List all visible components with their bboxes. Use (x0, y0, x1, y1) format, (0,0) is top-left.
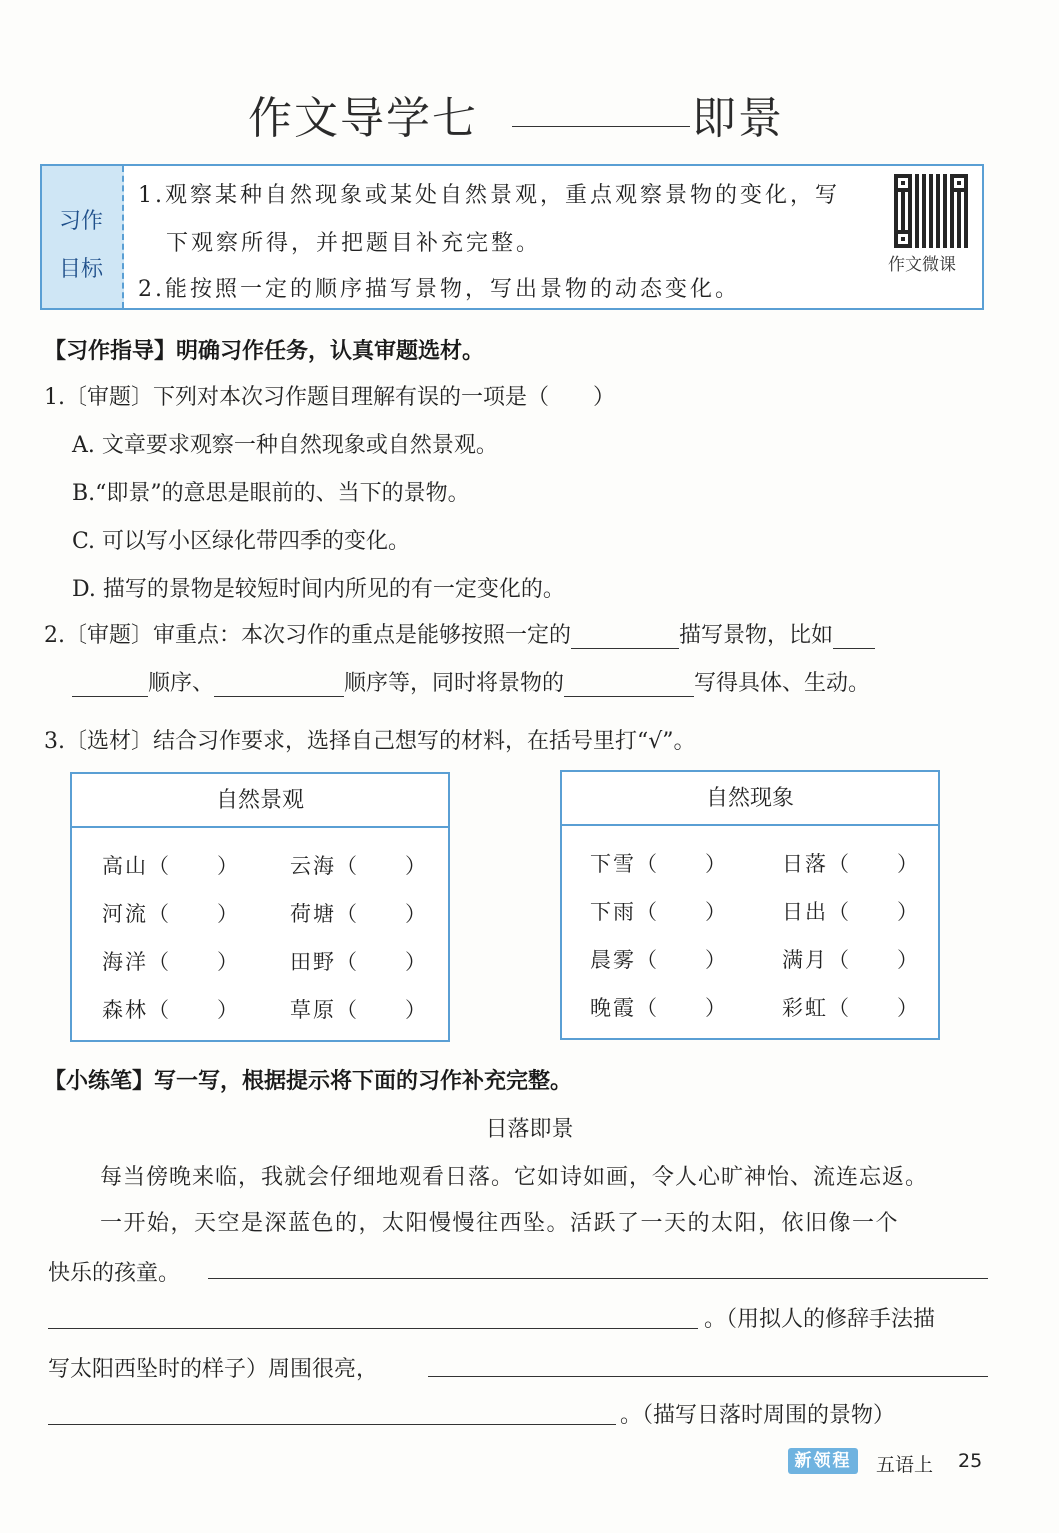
essay-title: 日落即景 (485, 1117, 574, 1142)
q2-part4: 顺序等，同时将景物的 (344, 671, 565, 696)
q1-option-d: D. 描写的景物是较短时间内所见的有一定变化的。 (72, 577, 565, 602)
landscape-cell[interactable]: 荷塘（ ） (290, 902, 428, 926)
goal-item2: 2.能按照一定的顺序描写景物，写出景物的动态变化。 (138, 277, 740, 302)
goals-label-line2: 目标 (58, 257, 103, 282)
q1-option-a: A. 文章要求观察一种自然现象或自然景观。 (72, 433, 498, 458)
write-line-3[interactable] (428, 1376, 988, 1377)
q2-blank4[interactable] (564, 674, 694, 697)
q2-part3: 顺序、 (148, 671, 215, 696)
goals-box (40, 164, 984, 310)
hint-1-cont: 写太阳西坠时的样子）周围很亮， (48, 1357, 379, 1382)
book-label: 五语上 (876, 1454, 934, 1476)
essay-para1: 每当傍晚来临，我就会仔细地观看日落。它如诗如画，令人心旷神怡、流连忘返。 (100, 1165, 929, 1190)
phenomena-cell[interactable]: 日出（ ） (782, 900, 920, 924)
qr-caption: 作文微课 (888, 255, 956, 275)
question-1: 1.〔审题〕下列对本次习作题目理解有误的一项是（ ） (44, 385, 615, 410)
q2-part5: 写得具体、生动。 (694, 671, 871, 696)
q2-blank1[interactable] (571, 626, 679, 649)
q2-blank2a[interactable] (833, 626, 875, 649)
q2-blank2b[interactable] (72, 674, 148, 697)
hint-1: 。（用拟人的修辞手法描 (704, 1307, 936, 1332)
phenomena-cell[interactable]: 日落（ ） (782, 852, 920, 876)
landscape-cell[interactable]: 河流（ ） (102, 902, 240, 926)
question-2-line2 (72, 666, 870, 697)
essay-para2-line2: 快乐的孩童。 (48, 1261, 181, 1286)
landscape-table (70, 772, 450, 1042)
guide-heading: 【习作指导】明确习作任务，认真审题选材。 (44, 339, 485, 364)
landscape-cell[interactable]: 高山（ ） (102, 854, 240, 878)
title-part1: 作文导学七 (248, 93, 478, 144)
phenomena-cell[interactable]: 下雨（ ） (590, 900, 728, 924)
hint-2: 。（描写日落时周围的景物） (620, 1403, 896, 1428)
phenomena-cell[interactable]: 晨雾（ ） (590, 948, 728, 972)
title-blank (512, 126, 690, 127)
phenomena-cell[interactable]: 彩虹（ ） (782, 996, 920, 1020)
phenomena-header: 自然现象 (562, 772, 938, 826)
landscape-cell[interactable]: 草原（ ） (290, 998, 428, 1022)
phenomena-cell[interactable]: 晚霞（ ） (590, 996, 728, 1020)
q2-part1: 2.〔审题〕审重点：本次习作的重点是能够按照一定的 (44, 623, 571, 648)
essay-para2-line1: 一开始，天空是深蓝色的，太阳慢慢往西坠。活跃了一天的太阳，依旧像一个 (100, 1211, 900, 1236)
page-number: 25 (958, 1450, 983, 1472)
q1-option-c: C. 可以写小区绿化带四季的变化。 (72, 529, 411, 554)
landscape-cell[interactable]: 云海（ ） (290, 854, 428, 878)
question-2-line1 (44, 618, 875, 649)
practice-heading: 【小练笔】写一写，根据提示将下面的习作补充完整。 (44, 1069, 573, 1094)
landscape-cell[interactable]: 森林（ ） (102, 998, 240, 1022)
publisher-badge: 新领程 (788, 1448, 858, 1474)
phenomena-cell[interactable]: 下雪（ ） (590, 852, 728, 876)
landscape-cell[interactable]: 海洋（ ） (102, 950, 240, 974)
write-line-4[interactable] (48, 1424, 616, 1425)
goal-item1-line2: 下观察所得，并把题目补充完整。 (166, 231, 542, 256)
qr-code-icon[interactable] (894, 174, 968, 248)
page-title (0, 78, 1059, 148)
goals-label (42, 166, 124, 308)
write-line-2[interactable] (48, 1328, 698, 1329)
title-part2: 即景 (692, 93, 784, 144)
goals-label-line1: 习作 (58, 209, 103, 234)
phenomena-table (560, 770, 940, 1040)
q1-option-b: B.“即景”的意思是眼前的、当下的景物。 (72, 481, 470, 506)
q2-blank3[interactable] (214, 674, 344, 697)
goal-item1-line1: 1.观察某种自然现象或某处自然景观，重点观察景物的变化，写 (138, 183, 840, 208)
q2-part2: 描写景物，比如 (679, 623, 834, 648)
landscape-header: 自然景观 (72, 774, 448, 828)
write-line-1[interactable] (208, 1278, 988, 1279)
question-3: 3.〔选材〕结合习作要求，选择自己想写的材料，在括号里打“√”。 (44, 729, 696, 754)
phenomena-cell[interactable]: 满月（ ） (782, 948, 920, 972)
landscape-cell[interactable]: 田野（ ） (290, 950, 428, 974)
